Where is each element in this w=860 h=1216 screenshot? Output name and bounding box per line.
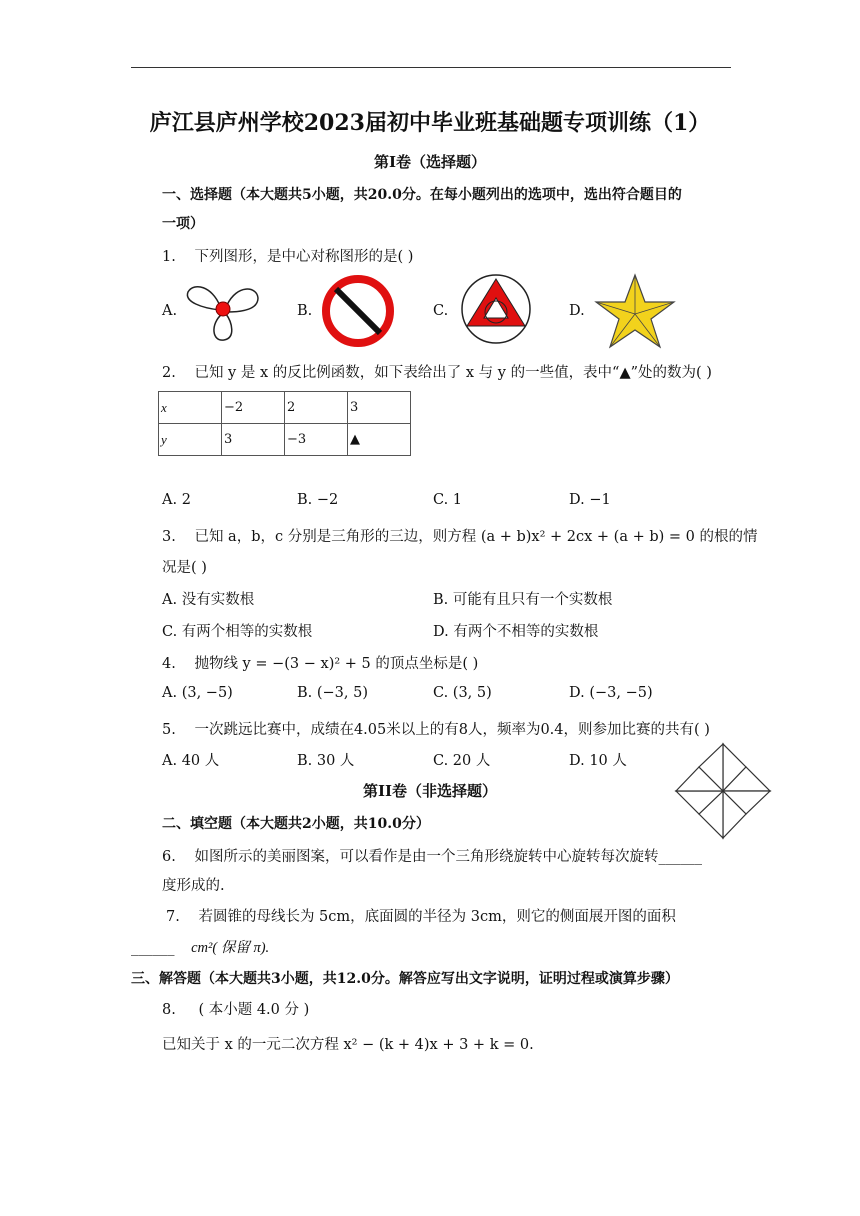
q1-text: 下列图形，是中心对称图形的是( ): [194, 249, 414, 265]
table-cell: 3: [222, 424, 285, 456]
q2-option-d: D. −1: [569, 492, 611, 508]
q8-text: 已知关于 x 的一元二次方程 x² − (k + 4)x + 3 + k = 0.: [162, 1037, 534, 1053]
table-row: [159, 392, 411, 424]
table-cell: −3: [285, 424, 348, 456]
triangle-in-circle-icon: [459, 272, 533, 346]
q8-score: ( 本小题 4.0 分 ): [198, 1002, 310, 1018]
table-cell: y: [159, 424, 222, 456]
q2-number: 2.: [162, 365, 176, 381]
q3: [162, 525, 758, 546]
volume-1-heading: 第I卷（选择题）: [373, 153, 487, 171]
q5-option-a: A. 40 人: [162, 753, 220, 769]
q7-number: 7.: [166, 909, 180, 925]
q5-option-c: C. 20 人: [433, 753, 491, 769]
q6-text-line2: 度形成的.: [162, 878, 225, 894]
section-1-heading-line2: 一项）: [162, 216, 204, 232]
q3-option-a: A. 没有实数根: [162, 592, 255, 608]
q7-text-line2: cm²( 保留 π).: [191, 940, 270, 956]
q6: [162, 845, 702, 866]
q4-option-a: A. (3, −5): [162, 685, 233, 701]
q3-number: 3.: [162, 529, 176, 545]
q4-text: 抛物线 y = −(3 − x)² + 5 的顶点坐标是( ): [194, 656, 479, 672]
q4: [162, 652, 478, 673]
q5-text: 一次跳远比赛中，成绩在4.05米以上的有8人，频率为0.4，则参加比赛的共有( ): [194, 722, 710, 738]
section-3-heading: 三、解答题（本大题共3小题，共12.0分。解答应写出文字说明，证明过程或演算步骤）: [131, 971, 679, 987]
q2-option-a: A. 2: [162, 492, 191, 508]
q1-option-a-label: A.: [162, 303, 178, 319]
table-cell: 2: [285, 392, 348, 424]
q1-number: 1.: [162, 249, 176, 265]
q1-option-c-label: C.: [433, 303, 449, 319]
q5: [162, 718, 710, 739]
q6-text-line1: 如图所示的美丽图案，可以看作是由一个三角形绕旋转中心旋转每次旋转______: [194, 849, 702, 865]
top-rule: [131, 67, 731, 68]
star-icon: [593, 272, 677, 350]
q1-option-d-label: D.: [569, 303, 585, 319]
q5-number: 5.: [162, 722, 176, 738]
q7-text-line1: 若圆锥的母线长为 5cm，底面圆的半径为 3cm，则它的侧面展开图的面积: [198, 909, 676, 925]
table-cell: ▲: [348, 424, 411, 456]
no-entry-sign-icon: [321, 274, 395, 348]
section-2-heading: 二、填空题（本大题共2小题，共10.0分）: [162, 816, 430, 832]
q3-text-line1: 已知 a，b，c 分别是三角形的三边，则方程 (a + b)x² + 2cx + (a + b) = 0 的根的情: [194, 529, 758, 545]
q4-option-d: D. (−3, −5): [569, 685, 653, 701]
q5-option-b: B. 30 人: [297, 753, 355, 769]
q3-option-d: D. 有两个不相等的实数根: [433, 624, 599, 640]
table-cell: 3: [348, 392, 411, 424]
q8-number: 8.: [162, 1002, 176, 1018]
fan-icon: [182, 276, 264, 344]
q4-number: 4.: [162, 656, 176, 672]
q1: [162, 245, 413, 266]
q3-option-b: B. 可能有且只有一个实数根: [433, 592, 613, 608]
q8: [162, 998, 309, 1019]
q2-text: 已知 y 是 x 的反比例函数，如下表给出了 x 与 y 的一些值，表中“▲”处的数为( ): [194, 365, 712, 381]
q2-option-b: B. −2: [297, 492, 339, 508]
q6-number: 6.: [162, 849, 176, 865]
table-cell: −2: [222, 392, 285, 424]
q2-value-table: [158, 391, 411, 456]
q4-option-c: C. (3, 5): [433, 685, 492, 701]
q2: [162, 361, 712, 382]
section-1-heading-line1: 一、选择题（本大题共5小题，共20.0分。在每小题列出的选项中，选出符合题目的: [162, 187, 682, 203]
q4-option-b: B. (−3, 5): [297, 685, 369, 701]
q7: [166, 905, 676, 926]
q3-option-c: C. 有两个相等的实数根: [162, 624, 313, 640]
q7-line2: [131, 936, 269, 957]
volume-2-heading: 第II卷（非选择题）: [362, 782, 498, 800]
page-title: 庐江县庐州学校2023届初中毕业班基础题专项训练（1）: [149, 110, 711, 136]
q3-text-line2: 况是( ): [162, 560, 207, 576]
q5-option-d: D. 10 人: [569, 753, 627, 769]
q1-option-b-label: B.: [297, 303, 313, 319]
table-cell: x: [159, 392, 222, 424]
q2-option-c: C. 1: [433, 492, 463, 508]
table-row: [159, 424, 411, 456]
q7-answer-blank: ______: [131, 940, 175, 956]
